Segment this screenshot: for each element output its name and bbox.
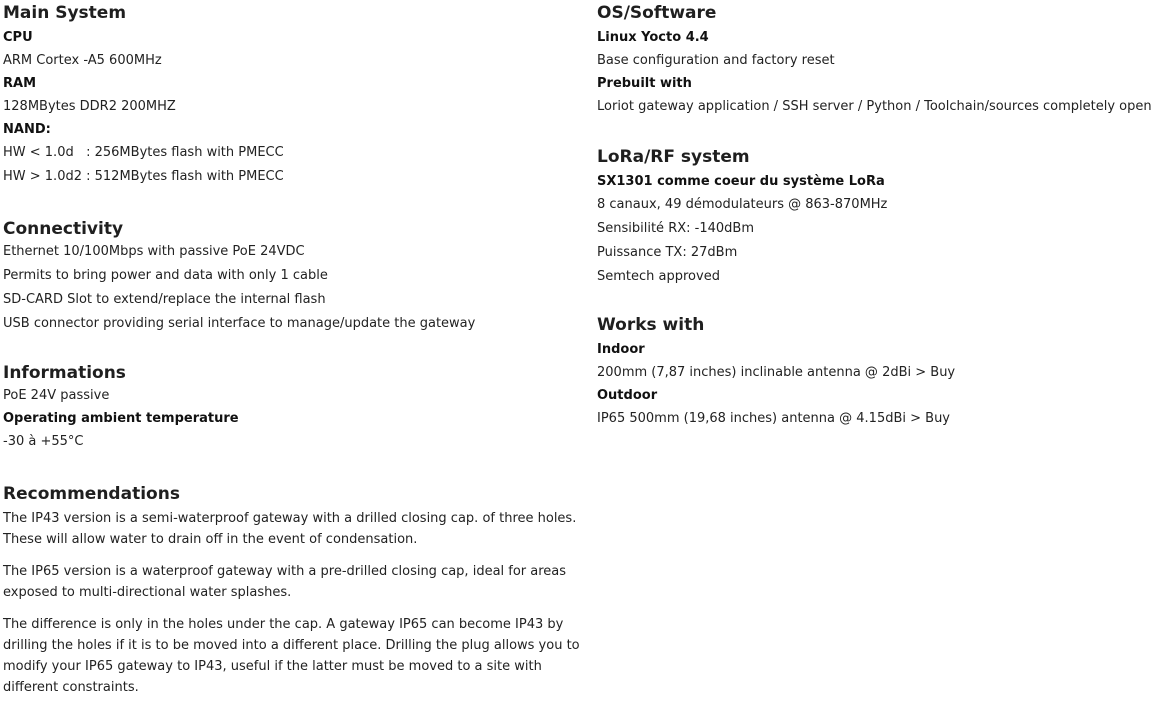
outdoor-antenna-link[interactable]: IP65 500mm (19,68 inches) antenna @ 4.15dBi > Buy (597, 411, 950, 426)
connectivity-line: Permits to bring power and data with only 1 cable (3, 268, 328, 283)
nand-label: NAND: (3, 122, 51, 137)
os-value: Base configuration and factory reset (597, 53, 835, 68)
informations-section (3, 362, 588, 454)
recommendations-heading: Recommendations (3, 484, 180, 504)
recommendations-section (3, 483, 588, 709)
temperature-label: Operating ambient temperature (3, 411, 239, 426)
lora-rf-heading: LoRa/RF system (597, 147, 750, 167)
indoor-antenna-link[interactable]: 200mm (7,87 inches) inclinable antenna @ 2dBi > Buy (597, 365, 956, 380)
nand-line: HW > 1.0d2 : 512MBytes flash with PMECC (3, 169, 284, 184)
lora-line: 8 canaux, 49 démodulateurs @ 863-870MHz (597, 197, 888, 212)
temperature-value: -30 à +55°C (3, 434, 84, 449)
lora-chip-label: SX1301 comme coeur du système LoRa (597, 174, 885, 189)
indoor-label: Indoor (597, 342, 645, 357)
main-system-heading: Main System (3, 3, 127, 23)
connectivity-line: SD-CARD Slot to extend/replace the internal flash (3, 292, 326, 307)
prebuilt-value: Loriot gateway application / SSH server / Python / Toolchain/sources completely open (597, 99, 1152, 114)
os-software-heading: OS/Software (597, 3, 717, 23)
lora-rf-section (597, 146, 1159, 289)
informations-heading: Informations (3, 363, 126, 383)
ram-value: 128MBytes DDR2 200MHZ (3, 99, 176, 114)
power-value: PoE 24V passive (3, 388, 110, 403)
lora-line: Sensibilité RX: -140dBm (597, 221, 754, 236)
connectivity-line: USB connector providing serial interface to manage/update the gateway (3, 316, 476, 331)
connectivity-heading: Connectivity (3, 219, 124, 239)
prebuilt-label: Prebuilt with (597, 76, 692, 91)
connectivity-line: Ethernet 10/100Mbps with passive PoE 24VDC (3, 244, 305, 259)
nand-line: HW < 1.0d : 256MBytes flash with PMECC (3, 145, 284, 160)
works-with-section (597, 314, 1159, 431)
os-software-section (597, 2, 1159, 119)
works-with-heading: Works with (597, 315, 705, 335)
recommendation-paragraph: The IP65 version is a waterproof gateway with a pre-drilled closing cap, ideal for areas exposed to multi-directional water splashes. (3, 564, 567, 600)
os-label: Linux Yocto 4.4 (597, 30, 709, 45)
lora-line: Semtech approved (597, 269, 720, 284)
outdoor-label: Outdoor (597, 388, 658, 403)
lora-line: Puissance TX: 27dBm (597, 245, 738, 260)
ram-label: RAM (3, 76, 37, 91)
recommendation-paragraph: The IP43 version is a semi-waterproof gateway with a drilled closing cap. of three holes. These will allow water to drain off in the event of condensation. (3, 511, 577, 547)
cpu-value: ARM Cortex -A5 600MHz (3, 53, 162, 68)
main-system-section (3, 2, 588, 189)
cpu-label: CPU (3, 30, 33, 45)
connectivity-section (3, 218, 588, 336)
recommendation-paragraph: The difference is only in the holes under the cap. A gateway IP65 can become IP43 by drilling the holes if it is to be moved into a different place. Drilling the plug allows you to modify your IP65 gateway to IP43, useful if the latter must be moved to a site with different constraints. (3, 617, 580, 695)
